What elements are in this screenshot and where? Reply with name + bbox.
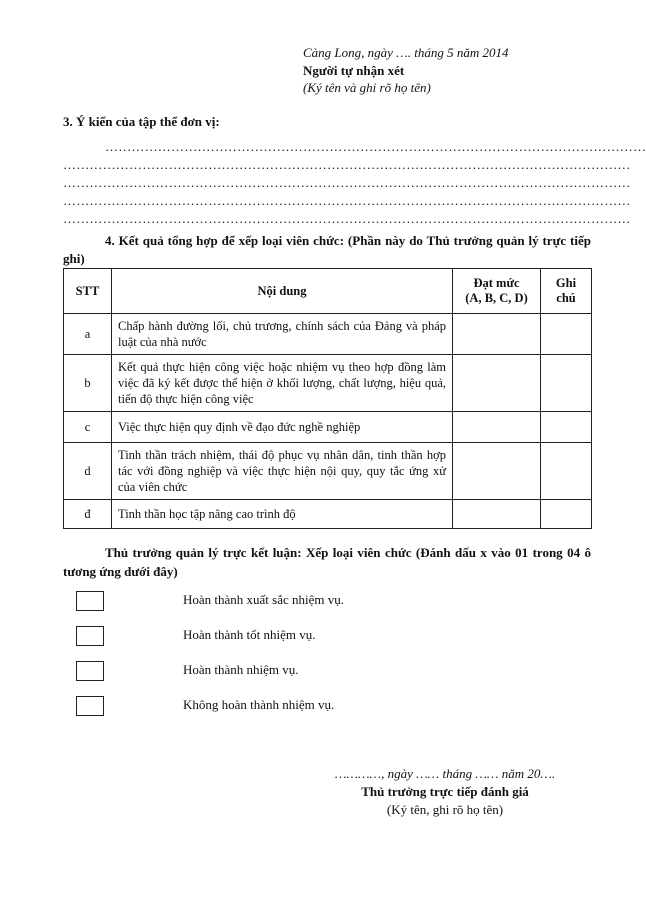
row-level-cell[interactable] [453, 314, 541, 355]
header-level [453, 269, 541, 314]
row-level-cell[interactable] [453, 500, 541, 529]
header-level-line2: (A, B, C, D) [465, 291, 528, 305]
row-note-cell[interactable] [541, 314, 592, 355]
row-level-cell[interactable] [453, 355, 541, 412]
header-stt: STT [64, 269, 112, 314]
option-checkbox-completed[interactable] [76, 661, 104, 681]
row-stt: d [64, 443, 112, 500]
unit-opinion-line: ………………………………………………………………………………………………………………… [63, 193, 631, 208]
unit-opinion-line: ………………………………………………………………………………………………………………… [63, 157, 631, 172]
row-note-cell[interactable] [541, 443, 592, 500]
option-checkbox-excellent[interactable] [76, 591, 104, 611]
row-content: Việc thực hiện quy định về đạo đức nghề nghiệp [112, 412, 453, 443]
conclusion-heading: Thủ trưởng quản lý trực kết luận: Xếp loại viên chức (Đánh dấu x vào 01 trong 04 ô tương ứng dưới đây) [63, 545, 591, 579]
header-content: Nội dung [112, 269, 453, 314]
row-stt: b [64, 355, 112, 412]
section4-heading: 4. Kết quả tổng hợp để xếp loại viên chức: (Phần này do Thủ trưởng quản lý trực tiếp ghi) [63, 233, 591, 266]
row-content: Tinh thần học tập nâng cao trình độ [112, 500, 453, 529]
row-content: Tinh thần trách nhiệm, thái độ phục vụ nhân dân, tinh thần hợp tác với đồng nghiệp và việc thực hiện nội quy, quy tắc ứng xử của viên chức [112, 443, 453, 500]
self-review-signature-block [303, 44, 508, 97]
row-level-cell[interactable] [453, 443, 541, 500]
supervisor-title: Thủ trưởng trực tiếp đánh giá [361, 784, 529, 799]
header-level-line1: Đạt mức [473, 276, 520, 290]
table-row [64, 412, 592, 443]
option-label-completed: Hoàn thành nhiệm vụ. [183, 662, 299, 677]
row-stt: c [64, 412, 112, 443]
row-note-cell[interactable] [541, 412, 592, 443]
header-note-line1: Ghi [555, 276, 577, 290]
row-note-cell[interactable] [541, 500, 592, 529]
option-label-good: Hoàn thành tốt nhiệm vụ. [183, 627, 316, 642]
header-note [541, 269, 592, 314]
self-review-signature-note: (Ký tên và ghi rõ họ tên) [303, 80, 431, 95]
row-level-cell[interactable] [453, 412, 541, 443]
row-note-cell[interactable] [541, 355, 592, 412]
supervisor-date-line: …………, ngày …… tháng …… năm 20…. [334, 766, 556, 781]
header-note-line2: chú [556, 291, 576, 305]
table-header-row [64, 269, 592, 314]
self-review-date-line: Càng Long, ngày …. tháng 5 năm 2014 [303, 45, 509, 60]
section3-heading: 3. Ý kiến của tập thể đơn vị: [63, 114, 220, 129]
option-checkbox-not-completed[interactable] [76, 696, 104, 716]
table-row [64, 314, 592, 355]
table-row [64, 355, 592, 412]
row-stt: đ [64, 500, 112, 529]
evaluation-table [63, 268, 592, 529]
unit-opinion-line: ………………………………………………………………………………………………………………… [63, 175, 631, 190]
unit-opinion-line: ………………………………………………………………………………………………………………… [63, 211, 631, 226]
table-row [64, 443, 592, 500]
supervisor-signature-block [310, 765, 580, 819]
option-label-excellent: Hoàn thành xuất sắc nhiệm vụ. [183, 592, 345, 607]
table-row [64, 500, 592, 529]
self-review-signer-title: Người tự nhận xét [303, 62, 405, 78]
option-checkbox-good[interactable] [76, 626, 104, 646]
row-content: Chấp hành đường lối, chủ trương, chính sách của Đảng và pháp luật của nhà nước [112, 314, 453, 355]
supervisor-signature-note: (Ký tên, ghi rõ họ tên) [386, 802, 504, 817]
option-label-not-completed: Không hoàn thành nhiệm vụ. [183, 697, 335, 712]
row-content: Kết quả thực hiện công việc hoặc nhiệm vụ theo hợp đồng làm việc đã ký kết được thể hiện ở khối lượng, chất lượng, hiệu quả, tiến độ thực hiện công việc [112, 355, 453, 412]
row-stt: a [64, 314, 112, 355]
unit-opinion-line: …………………………………………………………………………………………………………… [105, 139, 646, 154]
